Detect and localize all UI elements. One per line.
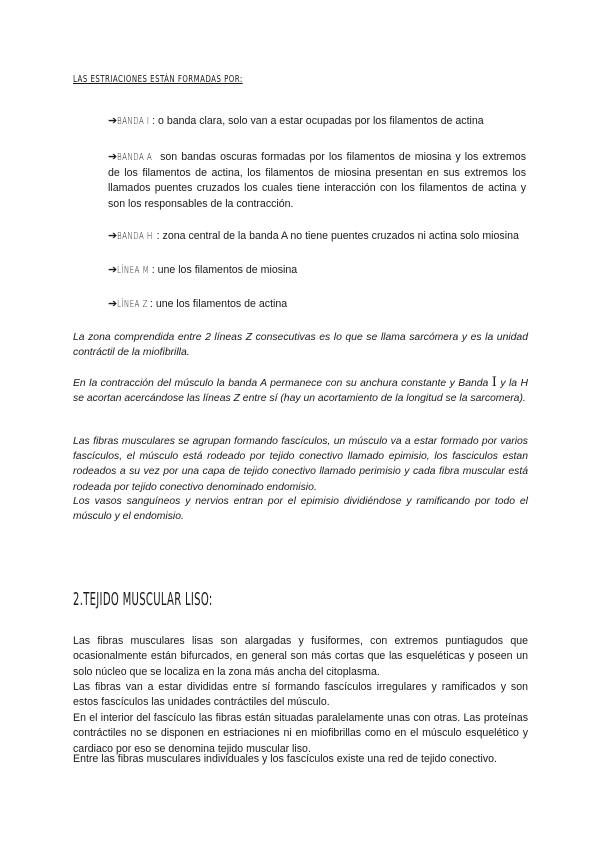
arrow-icon: ➔ <box>108 115 118 127</box>
bullet-term: LÍNEA M <box>117 265 150 276</box>
arrow-icon: ➔ <box>108 230 118 242</box>
bullet-linea-z: ➔LÍNEA Z : une los filamentos de actina <box>108 297 526 313</box>
sarcomera-paragraph: La zona comprendida entre 2 líneas Z consecutivas es lo que se llama sarcómera y es la unidad contráctil de la miofibrilla. <box>73 332 528 359</box>
fascicles-paragraph: Las fibras musculares se agrupan formando fascículos, un músculo va a estar formado por varios fascículos, el músculo está rodeado por tejido conectivo llamado epimisio, los fasciculos estan rodeados a su vez por una capa de tejido conectivo llamado perimisio y cada fibra muscular está rodeada por tejido conectivo denominado endomisio. <box>73 436 528 493</box>
body-paragraph: Las fibras musculares lisas son alargadas y fusiformes, con extremos puntiagudos que ocasionalmente están bifurcados, en general son más cortas que las esqueléticas y poseen un solo núcleo que se localiza en la zona más ancha del citoplasma. <box>73 635 528 678</box>
section-heading: LAS ESTRIACIONES ESTÁN FORMADAS POR: <box>73 74 243 85</box>
arrow-icon: ➔ <box>108 151 118 163</box>
bullet-text: zona central de la banda A no tiene puentes cruzados ni actina solo miosina <box>159 230 519 242</box>
bullet-term: BANDA I <box>117 116 150 127</box>
bullet-term: BANDA H <box>117 231 153 242</box>
contraction-paragraph: En la contracción del músculo la banda A permanece con su anchura constante y Banda I y la H se acortan acercándose las líneas Z entre sí (hay un acortamiento de la longitud se la sarcomera). <box>73 375 528 405</box>
bullet-banda-h: ➔BANDA H : zona central de la banda A no tiene puentes cruzados ni actina solo miosina <box>108 229 526 245</box>
vessels-paragraph: Los vasos sanguíneos y nervios entran por el epimisio dividiéndose y ramificando por todo el músculo y el endomisio. <box>73 496 528 523</box>
bullet-banda-a <box>108 150 526 212</box>
arrow-icon: ➔ <box>108 264 118 276</box>
bullet-term: LÍNEA Z <box>117 299 148 310</box>
bullet-text: une los filamentos de miosina <box>154 264 298 276</box>
bullet-banda-i: ➔BANDA I : o banda clara, solo van a estar ocupadas por los filamentos de actina <box>108 114 526 130</box>
bullet-text: son bandas oscuras formadas por los filamentos de miosina y los extremos de los filamentos de actina, los filamentos de miosina presentan en sus extremos los llamados puentes cruzados los cuales tiene interacción con los filamentos de actina y son los responsables de la contracción. <box>108 151 526 210</box>
bullet-linea-m: ➔LÍNEA M : une los filamentos de miosina <box>108 263 526 279</box>
bullet-text: une los filamentos de actina <box>152 298 288 310</box>
bullet-text: o banda clara, solo van a estar ocupadas por los filamentos de actina <box>155 115 484 127</box>
bullet-term: BANDA A <box>117 152 153 163</box>
body-paragraph: Las fibras van a estar divididas entre sí formando fascículos irregulares y ramificados y son estos fascículos las unidades contráctiles del músculo. <box>73 681 528 709</box>
section-title-smooth-muscle: 2.TEJIDO MUSCULAR LISO: <box>73 589 213 610</box>
body-paragraph: Entre las fibras musculares individuales y los fascículos existe una red de tejido conectivo. <box>73 753 497 765</box>
arrow-icon: ➔ <box>108 298 118 310</box>
body-paragraph: En el interior del fascículo las fibras están situadas paralelamente unas con otras. Las proteínas contráctiles no se disponen en estriaciones ni en miofibrillas como en el músculo esquelético y cardiaco por eso se denomina tejido muscular liso. <box>73 712 528 755</box>
